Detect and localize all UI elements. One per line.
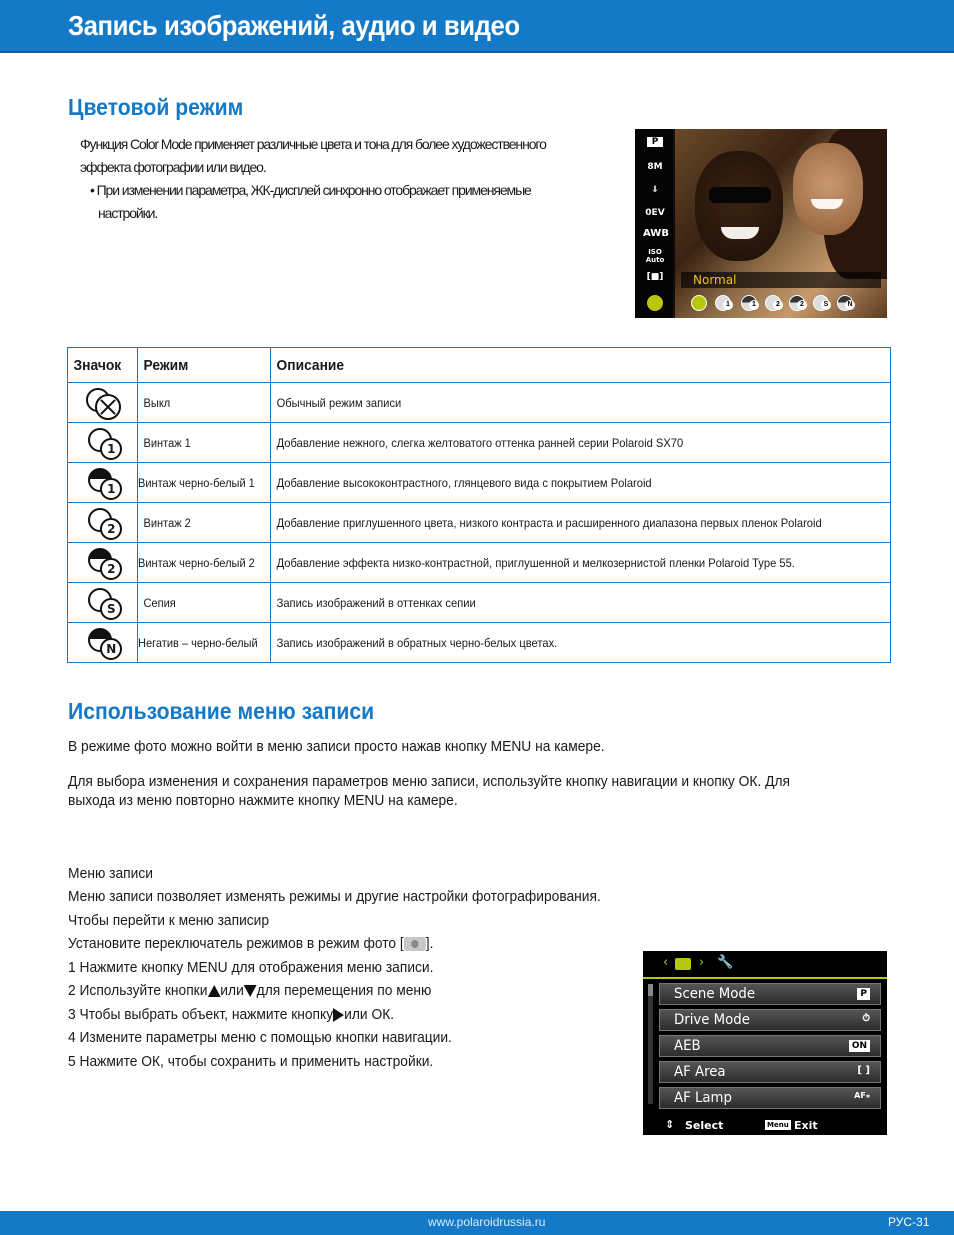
header-divider <box>0 51 954 53</box>
vintage-bw1-icon: 1 <box>82 466 122 500</box>
step-0: Установите переключатель режимов в режим фото [ ]. <box>68 935 434 952</box>
man-face <box>695 151 783 261</box>
quality-icon: ⇓ <box>651 185 659 195</box>
header-description: Описание <box>271 348 891 383</box>
step-3: 3 Чтобы выбрать объект, нажмите кнопку или ОК. <box>68 1006 395 1023</box>
menu-footer <box>643 1115 887 1135</box>
table-row <box>68 423 891 463</box>
icon-cell <box>68 503 138 543</box>
color-mode-table <box>67 347 891 663</box>
metering-icon: [■] <box>646 272 664 282</box>
description-cell: Запись изображений в оттенках сепии <box>271 583 891 623</box>
step-4: 4 Измените параметры меню с помощью кнопки навигации. <box>68 1029 452 1046</box>
vintage-bw2-badge: 2 <box>797 300 807 310</box>
icon-cell <box>68 463 138 503</box>
mode-cell: Сепия <box>137 583 271 623</box>
right-arrow-icon <box>333 1008 344 1022</box>
woman-smile <box>811 199 843 209</box>
description-cell: Добавление приглушенного цвета, низкого контраста и расширенного диапазона первых пленок Polaroid <box>271 503 891 543</box>
icon-cell <box>68 383 138 423</box>
menu-item-af-area: AF Area [ ] <box>659 1061 881 1083</box>
record-menu-p1: В режиме фото можно войти в меню записи просто нажав кнопку MENU на камере. <box>68 738 605 755</box>
icon-cell <box>68 423 138 463</box>
menu-key-icon: Menu <box>767 1121 789 1129</box>
white-balance-icon: AWB <box>643 228 669 239</box>
right-chevron-icon: › <box>699 955 705 970</box>
description-cell: Обычный режим записи <box>271 383 891 423</box>
color-mode-intro <box>80 133 620 225</box>
page-title: Запись изображений, аудио и видео <box>68 10 520 41</box>
camera-tab-icon <box>675 958 691 970</box>
color-mode-title: Цветовой режим <box>68 94 244 120</box>
step-2: 2 Используйте кнопки или для перемещения по меню <box>68 982 432 999</box>
off-mode-icon <box>691 295 707 311</box>
mode-badge-row <box>691 295 881 311</box>
wrench-icon: 🔧 <box>717 955 734 970</box>
menu-top-bar <box>643 951 887 979</box>
icon-cell <box>68 543 138 583</box>
negative-icon: N <box>82 626 122 660</box>
sepia-icon: S <box>82 586 122 620</box>
description-cell: Запись изображений в обратных черно-белых цветах. <box>271 623 891 663</box>
record-menu-heading: Меню записи <box>68 865 153 882</box>
menu-item-af-lamp: AF Lamp AF⁎ <box>659 1087 881 1109</box>
exposure-icon: 0EV <box>645 208 665 218</box>
table-row <box>68 623 891 663</box>
down-arrow-icon <box>244 985 257 997</box>
off-icon <box>82 386 122 420</box>
selected-mode-label: Normal <box>693 273 737 287</box>
footer-exit: Exit <box>794 1119 818 1132</box>
up-arrow-icon <box>207 985 220 997</box>
record-menu-p2-line1: Для выбора изменения и сохранения параметров меню записи, используйте кнопку навигации и кнопку ОК. Для <box>68 773 790 790</box>
mode-cell: Винтаж 2 <box>137 503 271 543</box>
footer-url: www.polaroidrussia.ru <box>428 1215 546 1229</box>
vintage-bw2-icon: 2 <box>82 546 122 580</box>
description-cell: Добавление нежного, слегка желтоватого оттенка ранней серии Polaroid SX70 <box>271 423 891 463</box>
photo-background <box>673 129 887 318</box>
description-cell: Добавление эффекта низко-контрастной, приглушенной и мелкозернистой пленки Polaroid Type 55. <box>271 543 891 583</box>
menu-screen-image <box>643 951 887 1135</box>
record-menu-desc: Меню записи позволяет изменять режимы и другие настройки фотографирования. <box>68 888 601 905</box>
bullet-line-2: настройки. <box>98 205 158 221</box>
mode-cell: Винтаж черно-белый 2 <box>137 543 271 583</box>
vintage2-badge: 2 <box>773 300 783 310</box>
intro-line-2: эффекта фотографии или видео. <box>80 159 266 175</box>
header-mode: Режим <box>137 348 271 383</box>
record-menu-p2-line2: выхода из меню повторно нажмите кнопку MENU на камере. <box>68 792 458 809</box>
step-1: 1 Нажмите кнопку MENU для отображения меню записи. <box>68 959 434 976</box>
table-row <box>68 543 891 583</box>
negative-badge: N <box>845 300 855 310</box>
table-row <box>68 383 891 423</box>
menu-item-aeb: AEB ON <box>659 1035 881 1057</box>
record-menu-title: Использование меню записи <box>68 698 375 724</box>
menu-scrollbar <box>648 984 653 1104</box>
sunglasses <box>709 187 771 203</box>
program-mode-icon: P <box>647 137 663 147</box>
vintage2-icon: 2 <box>82 506 122 540</box>
footer-select: Select <box>685 1119 724 1132</box>
mode-cell: Винтаж 1 <box>137 423 271 463</box>
resolution-icon: 8M <box>647 162 663 172</box>
description-cell: Добавление высококонтрастного, глянцевого вида с покрытием Polaroid <box>271 463 891 503</box>
sepia-badge: S <box>821 300 831 310</box>
bullet-line-1: • При изменении параметра, ЖК-дисплей синхронно отображает применяемые <box>90 182 531 198</box>
menu-item-scene-mode: Scene Mode P <box>659 983 881 1005</box>
mode-cell: Негатив – черно-белый <box>137 623 271 663</box>
table-row <box>68 503 891 543</box>
left-chevron-icon: ‹ <box>663 955 669 970</box>
header-icon: Значок <box>68 348 138 383</box>
vintage1-icon: 1 <box>82 426 122 460</box>
camera-icon <box>404 937 426 951</box>
record-menu-howto: Чтобы перейти к меню записир <box>68 912 270 929</box>
intro-line-1: Функция Color Mode применяет различные цвета и тона для более художественного <box>80 136 546 152</box>
woman-face <box>793 143 863 235</box>
camera-side-panel <box>635 129 675 318</box>
vintage1-badge: 1 <box>723 300 733 310</box>
table-header-row <box>68 348 891 383</box>
iso-icon: ISO Auto <box>645 248 665 264</box>
mode-cell: Винтаж черно-белый 1 <box>137 463 271 503</box>
mode-cell: Выкл <box>137 383 271 423</box>
nav-icon: ⇕ <box>665 1118 675 1131</box>
man-smile <box>721 227 759 239</box>
icon-cell <box>68 623 138 663</box>
camera-preview-image <box>635 129 887 318</box>
table-row <box>68 583 891 623</box>
step-5: 5 Нажмите ОК, чтобы сохранить и применить настройки. <box>68 1053 434 1070</box>
menu-item-drive-mode: Drive Mode ⏱ <box>659 1009 881 1031</box>
table-row <box>68 463 891 503</box>
icon-cell <box>68 583 138 623</box>
vintage-bw1-badge: 1 <box>749 300 759 310</box>
color-mode-icon <box>647 295 663 311</box>
page-number: РУС-31 <box>888 1215 930 1229</box>
